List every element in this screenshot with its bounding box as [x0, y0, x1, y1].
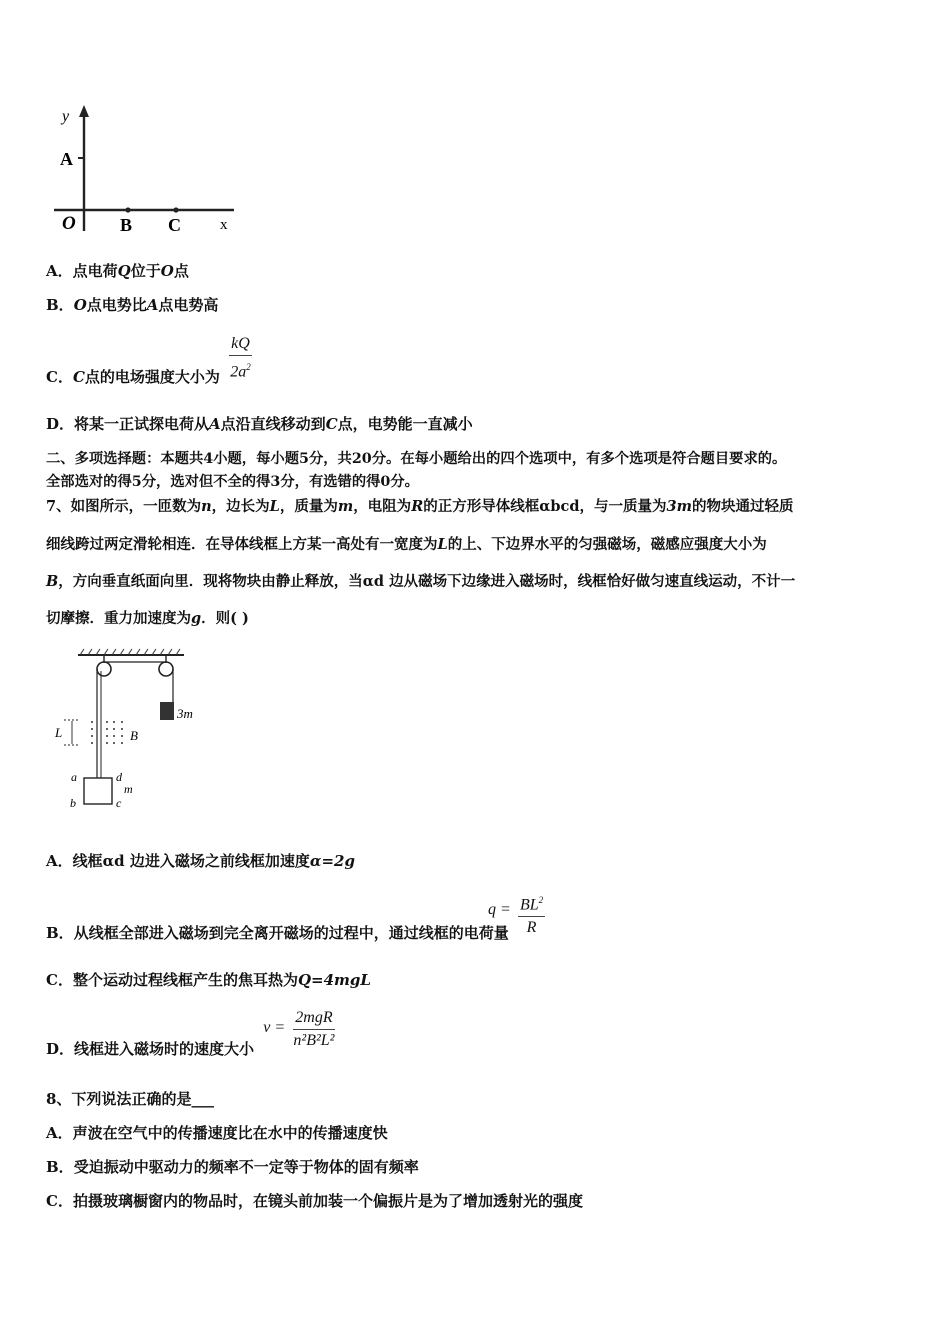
option-letter: B． [46, 1158, 74, 1176]
q7-text: 的物块通过轻质 [691, 498, 794, 515]
q8-option-b [46, 1157, 419, 1177]
fraction-denominator: R [526, 919, 537, 937]
option-letter: C． [46, 971, 73, 989]
option-text: 受迫振动中驱动力的频率不一定等于物体的固有频率 [73, 1158, 419, 1176]
fraction-kq-2a2 [229, 334, 252, 382]
option-text: 位于 [130, 262, 161, 280]
var-r: R [411, 498, 424, 515]
den-exp: 2 [246, 362, 251, 372]
option-text: 点沿直线移动到 [220, 415, 326, 433]
option-text: 点电势比 [86, 296, 147, 314]
coil-d-label: d [116, 770, 122, 784]
option-text: 点电势高 [158, 296, 219, 314]
b-label: B [120, 215, 133, 235]
y-label: y [62, 108, 70, 125]
den-base: 2a [230, 363, 247, 381]
q6-option-d [46, 414, 473, 434]
option-text: 将某一正试探电荷从 [74, 415, 210, 433]
var-n: n [201, 498, 212, 515]
q7-option-d [46, 1004, 335, 1058]
var-m: m [337, 498, 354, 515]
formula-lhs: v = [263, 1019, 286, 1036]
var-a: A [146, 296, 159, 314]
q8-option-a [46, 1123, 388, 1143]
num-exp: 2 [538, 895, 544, 905]
velocity-formula [263, 1008, 335, 1051]
q7-option-b [46, 886, 545, 943]
q7-line4 [46, 609, 249, 629]
option-letter: A． [46, 852, 73, 870]
option-letter: C． [46, 1192, 73, 1210]
coil-c-label: c [116, 796, 122, 810]
var-3m: 3m [666, 498, 692, 515]
q6-option-b [46, 295, 218, 315]
coil-a-label: a [71, 770, 77, 784]
q7-text: ，质量为 [279, 498, 338, 515]
q7-text: 细线跨过两定滑轮相连．在导体线框上方某一高处有一宽度为 [46, 536, 438, 553]
q7-text: 切摩擦．重力加速度为 [46, 610, 191, 627]
point-c [173, 207, 178, 212]
option-text: 拍摄玻璃橱窗内的物品时，在镜头前加装一个偏振片是为了增加透射光的强度 [72, 1192, 583, 1210]
q8-option-c [46, 1191, 583, 1211]
o-label: O [62, 213, 76, 234]
q7-text: ，边长为 [211, 498, 270, 515]
coil-frame [84, 778, 112, 804]
fraction-denominator [229, 356, 252, 382]
q7-text: ，电阻为 [353, 498, 412, 515]
var-b: B [46, 573, 59, 590]
q7-text: 7、如图所示，一匝数为 [46, 498, 202, 515]
q7-text: ，方向垂直纸面向里．现将物块由静止释放，当αd 边从磁场下边缘进入磁场时，线框恰好做匀速直线运动，不计一 [58, 573, 796, 590]
section2-line1: 二、多项选择题：本题共4小题，每小题5分，共20分。在每小题给出的四个选项中，有多个选项是符合题目要求的。 [46, 451, 787, 467]
q7-option-a [46, 851, 355, 871]
option-letter: C． [46, 368, 73, 387]
q7-text: ．则( ) [201, 610, 249, 627]
a-label: A [60, 149, 73, 169]
option-text: 声波在空气中的传播速度比在水中的传播速度快 [72, 1124, 388, 1142]
y-arrow [79, 105, 89, 117]
block-3m [160, 702, 174, 720]
option-letter: B． [46, 296, 74, 314]
left-pulley [97, 662, 111, 676]
x-label: x [220, 217, 228, 233]
option-letter: D． [46, 1039, 75, 1058]
option-text: 点，电势能一直减小 [337, 415, 473, 433]
magnetic-field [91, 721, 123, 744]
c-label: C [168, 215, 181, 235]
q6-option-c [46, 330, 252, 387]
mass-3m-label: 3m [177, 706, 193, 721]
q7-option-c [46, 970, 371, 990]
point-b [125, 207, 130, 212]
section2-line2: 全部选对的得5分，选对但不全的得3分，有选错的得0分。 [46, 474, 419, 490]
coordinate-figure [48, 103, 248, 238]
var-o: O [160, 262, 174, 280]
q7-line1 [46, 497, 793, 517]
num-base: BL [519, 896, 539, 914]
q6-option-a [46, 261, 189, 281]
fraction-numerator [518, 890, 545, 917]
option-text: 线框αd 边进入磁场之前线框加速度 [72, 852, 310, 870]
option-text: 点 [173, 262, 189, 280]
option-letter: B． [46, 924, 74, 943]
coil-m-label: m [124, 782, 133, 796]
var-q: Q [117, 262, 131, 280]
width-l-label: L [55, 725, 63, 740]
right-pulley [159, 662, 173, 676]
equation: Q=4mgL [297, 971, 371, 989]
option-text: 从线框全部进入磁场到完全离开磁场的过程中，通过线框的电荷量 [73, 924, 509, 943]
formula-lhs: q = [487, 901, 511, 918]
field-b-label: B [130, 728, 138, 743]
option-letter: A． [46, 1124, 73, 1142]
option-letter: D． [46, 415, 75, 433]
equation: α=2g [309, 852, 355, 870]
fraction-numerator: 2mgR [293, 1008, 334, 1030]
fraction-denominator: n²B²L² [293, 1032, 335, 1049]
q8-stem: 8、下列说法正确的是___ [46, 1090, 214, 1108]
option-text: 点的电场强度大小为 [84, 368, 220, 387]
var-l: L [437, 536, 448, 553]
var-g: g [191, 610, 202, 627]
var-l: L [269, 498, 280, 515]
var-c: C [72, 368, 85, 387]
charge-formula [487, 890, 545, 938]
q7-line3 [46, 572, 795, 592]
var-o: O [73, 296, 87, 314]
var-c: C [325, 415, 338, 433]
q7-line2 [46, 535, 767, 555]
pulley-figure [56, 645, 226, 815]
coil-b-label: b [70, 796, 76, 810]
option-text: 线框进入磁场时的速度大小 [74, 1039, 255, 1058]
option-letter: A． [46, 262, 73, 280]
fraction-numerator: kQ [229, 334, 252, 356]
option-text: 整个运动过程线框产生的焦耳热为 [72, 971, 298, 989]
q7-text: 的上、下边界水平的匀强磁场，磁感应强度大小为 [447, 536, 767, 553]
var-a: A [209, 415, 221, 433]
option-text: 点电荷 [72, 262, 118, 280]
q7-text: 的正方形导体线框αbcd，与一质量为 [423, 498, 667, 515]
